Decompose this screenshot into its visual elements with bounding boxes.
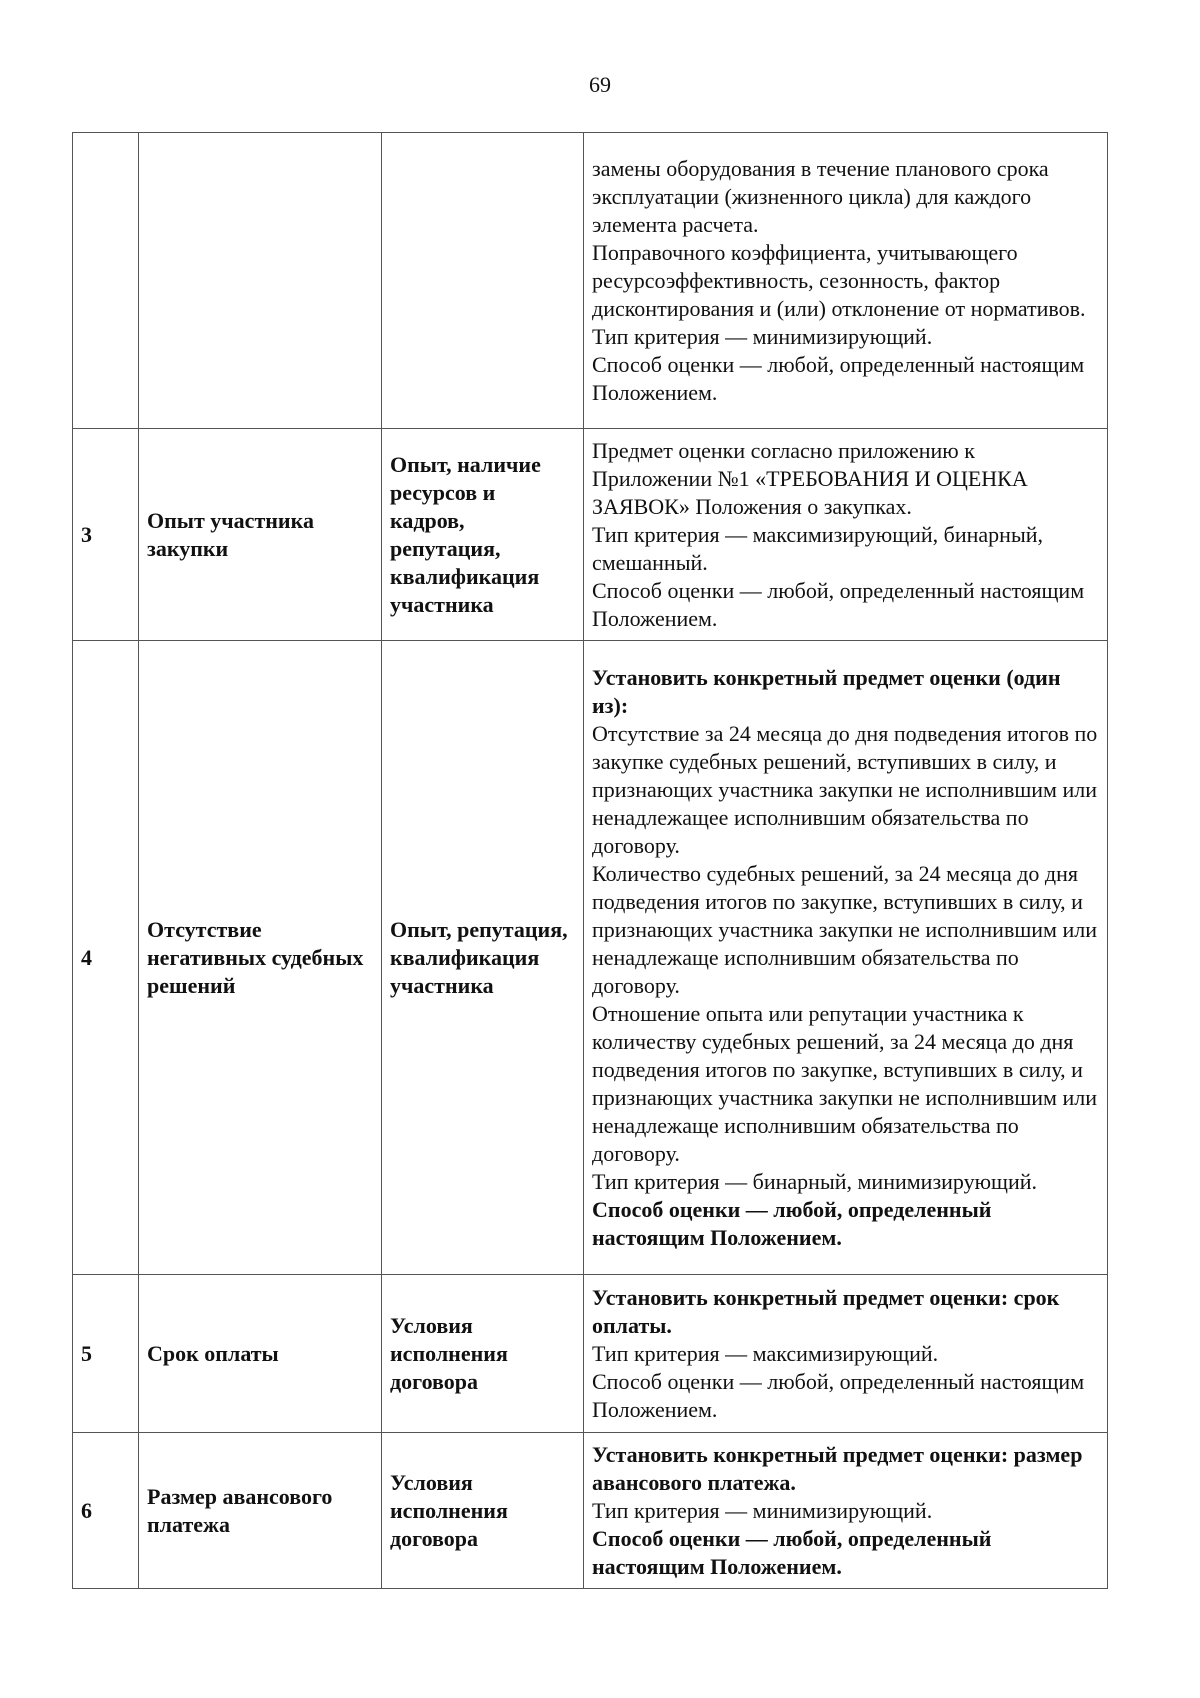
criterion-name (139, 133, 382, 429)
description-paragraph: Способ оценки — любой, определенный настоящим Положением. (592, 1196, 992, 1250)
description-paragraph: Поправочного коэффициента, учитывающего ресурсоэффективность, сезонность, фактор дисконтирования и (или) отклонение от нормативов. (592, 239, 1086, 321)
description-paragraph: Тип критерия — максимизирующий, бинарный, смешанный. (592, 521, 1044, 575)
table-row (73, 1433, 1108, 1589)
table-row (73, 641, 1108, 1275)
criteria-table (72, 132, 1108, 1589)
criterion-description (584, 429, 1108, 641)
description-paragraph: замены оборудования в течение планового срока эксплуатации (жизненного цикла) для каждого элемента расчета. (592, 155, 1049, 237)
description-paragraph: Способ оценки — любой, определенный настоящим Положением. (592, 577, 1085, 631)
criterion-group: Условия исполнения договора (382, 1275, 584, 1433)
description-paragraph: Установить конкретный предмет оценки (один из): (592, 664, 1061, 718)
description-paragraph: Способ оценки — любой, определенный настоящим Положением. (592, 1525, 992, 1579)
description-paragraph: Тип критерия — бинарный, минимизирующий. (592, 1168, 1038, 1194)
description-paragraph: Отношение опыта или репутации участника к количеству судебных решений, за 24 месяца до дня подведения итогов по закупке, вступивших в силу, и признающих участника закупки не исполнившим или ненадлежаще исполнившим обязательства по договору. (592, 1000, 1098, 1166)
criterion-name: Опыт участника закупки (139, 429, 382, 641)
description-paragraph: Отсутствие за 24 месяца до дня подведения итогов по закупке судебных решений, вступивших в силу, и признающих участника закупки не исполнившим или ненадлежащее исполнившим обязательства по договору. (592, 720, 1098, 858)
criterion-description (584, 1433, 1108, 1589)
row-number: 4 (73, 641, 139, 1275)
description-paragraph: Тип критерия — максимизирующий. (592, 1340, 939, 1366)
description-paragraph: Установить конкретный предмет оценки: размер авансового платежа. (592, 1441, 1083, 1495)
description-paragraph: Количество судебных решений, за 24 месяца до дня подведения итогов по закупке, вступивших в силу, и признающих участника закупки не исполнившим или ненадлежаще исполнившим обязательства по договору. (592, 860, 1098, 998)
criterion-group: Опыт, наличие ресурсов и кадров, репутация, квалификация участника (382, 429, 584, 641)
row-number: 6 (73, 1433, 139, 1589)
page-number: 69 (589, 72, 611, 97)
description-paragraph: Тип критерия — минимизирующий. (592, 1497, 933, 1523)
criterion-description (584, 641, 1108, 1275)
description-paragraph: Тип критерия — минимизирующий. (592, 323, 933, 349)
criterion-name: Срок оплаты (139, 1275, 382, 1433)
criterion-group: Условия исполнения договора (382, 1433, 584, 1589)
criterion-description (584, 133, 1108, 429)
criterion-group: Опыт, репутация, квалификация участника (382, 641, 584, 1275)
table-row (73, 133, 1108, 429)
criterion-name: Размер авансового платежа (139, 1433, 382, 1589)
description-paragraph: Способ оценки — любой, определенный настоящим Положением. (592, 1368, 1085, 1422)
criterion-group (382, 133, 584, 429)
table-row (73, 1275, 1108, 1433)
table-row (73, 429, 1108, 641)
criterion-description (584, 1275, 1108, 1433)
row-number (73, 133, 139, 429)
description-paragraph: Способ оценки — любой, определенный настоящим Положением. (592, 351, 1085, 405)
description-paragraph: Установить конкретный предмет оценки: срок оплаты. (592, 1284, 1060, 1338)
description-paragraph: Предмет оценки согласно приложению к Приложении №1 «ТРЕБОВАНИЯ И ОЦЕНКА ЗАЯВОК» Положения о закупках. (592, 437, 1028, 519)
row-number: 3 (73, 429, 139, 641)
criterion-name: Отсутствие негативных судебных решений (139, 641, 382, 1275)
row-number: 5 (73, 1275, 139, 1433)
